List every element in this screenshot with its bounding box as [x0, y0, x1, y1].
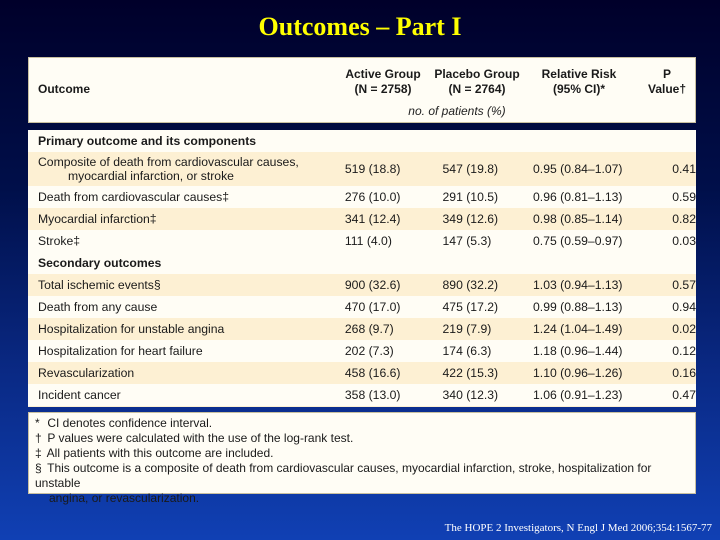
active-count-cell: 358 (13.0) [327, 384, 433, 406]
section-row [28, 252, 696, 274]
table-row [28, 318, 696, 340]
slide-title: Outcomes – Part I [258, 12, 462, 41]
footnote-symbol: § [35, 461, 42, 475]
header-p-value [643, 67, 691, 97]
table-row [28, 340, 696, 362]
footnotes-panel [28, 412, 696, 505]
active-count-cell: 900 (32.6) [327, 274, 433, 296]
outcome-cell [28, 186, 327, 208]
p-value-cell: 0.82 [654, 208, 696, 230]
placebo-count-cell: 422 (15.3) [433, 362, 520, 384]
p-value-cell: 0.16 [654, 362, 696, 384]
header-p-line2: Value† [647, 82, 687, 96]
active-count-cell: 519 (18.8) [327, 152, 433, 186]
outcome-label: Hospitalization for heart failure [38, 344, 203, 358]
table-row [28, 362, 696, 384]
table-row [28, 186, 696, 208]
relative-risk-cell: 1.10 (0.96–1.26) [519, 362, 654, 384]
relative-risk-cell: 1.24 (1.04–1.49) [519, 318, 654, 340]
outcome-cell [28, 340, 327, 362]
table-row [28, 208, 696, 230]
header-placebo-group [431, 67, 523, 97]
outcome-cell [28, 208, 327, 230]
outcomes-table [28, 130, 696, 406]
relative-risk-cell: 1.18 (0.96–1.44) [519, 340, 654, 362]
header-rr-line2: (95% CI)* [552, 82, 605, 96]
active-count-cell: 111 (4.0) [327, 230, 433, 252]
outcome-label: Death from any cause [38, 300, 158, 314]
footnote-2 [35, 431, 353, 446]
footnote-text: All patients with this outcome are included. [46, 446, 274, 460]
p-value-cell: 0.94 [654, 296, 696, 318]
outcome-cell [28, 296, 327, 318]
outcome-cell [28, 274, 327, 296]
footnote-text-continued: angina, or revascularization. [49, 491, 200, 505]
placebo-count-cell: 547 (19.8) [433, 152, 520, 186]
footnote-text: CI denotes confidence interval. [47, 416, 213, 430]
p-value-cell: 0.59 [654, 186, 696, 208]
p-value-cell: 0.47 [654, 384, 696, 406]
placebo-count-cell: 219 (7.9) [433, 318, 520, 340]
active-count-cell: 458 (16.6) [327, 362, 433, 384]
placebo-count-cell: 291 (10.5) [433, 186, 520, 208]
p-value-cell: 0.57 [654, 274, 696, 296]
outcome-cell [28, 230, 327, 252]
footnote-text: P values were calculated with the use of the log-rank test. [47, 431, 354, 445]
footnote-4 [35, 461, 695, 506]
outcome-label-continued: myocardial infarction, or stroke [68, 169, 234, 183]
placebo-count-cell: 349 (12.6) [433, 208, 520, 230]
header-outcome: Outcome [38, 82, 91, 96]
p-value-cell: 0.02 [654, 318, 696, 340]
relative-risk-cell: 1.06 (0.91–1.23) [519, 384, 654, 406]
outcome-label: Myocardial infarction‡ [38, 212, 157, 226]
footnote-symbol: ‡ [35, 446, 42, 460]
header-p-line1: P [662, 67, 671, 81]
table-row [28, 384, 696, 406]
placebo-count-cell: 890 (32.2) [433, 274, 520, 296]
header-rr-line1: Relative Risk [541, 67, 617, 81]
outcome-cell [28, 362, 327, 384]
outcome-label: Total ischemic events§ [38, 278, 161, 292]
footnote-text: This outcome is a composite of death from cardiovascular causes, myocardial infarction, stroke, hospitalization for unstable [35, 461, 652, 490]
header-active-line1: Active Group [345, 67, 421, 81]
outcome-label: Death from cardiovascular causes‡ [38, 190, 230, 204]
outcome-cell [28, 318, 327, 340]
relative-risk-cell: 0.95 (0.84–1.07) [519, 152, 654, 186]
header-relative-risk [534, 67, 624, 97]
footnote-3 [35, 446, 273, 461]
outcome-label: Composite of death from cardiovascular causes, [38, 155, 299, 169]
outcome-label: Revascularization [38, 366, 135, 380]
section-row [28, 130, 696, 152]
outcome-label: Stroke‡ [38, 234, 81, 248]
relative-risk-cell: 0.98 (0.85–1.14) [519, 208, 654, 230]
table-row [28, 230, 696, 252]
active-count-cell: 202 (7.3) [327, 340, 433, 362]
placebo-count-cell: 475 (17.2) [433, 296, 520, 318]
citation: The HOPE 2 Investigators, N Engl J Med 2006;354:1567-77 [444, 522, 712, 534]
p-value-cell: 0.41 [654, 152, 696, 186]
table-row [28, 296, 696, 318]
relative-risk-cell: 0.75 (0.59–0.97) [519, 230, 654, 252]
relative-risk-cell: 0.99 (0.88–1.13) [519, 296, 654, 318]
outcome-label: Incident cancer [38, 388, 121, 402]
header-active-group [339, 67, 427, 97]
footnote-1 [35, 416, 212, 431]
table-body [28, 130, 696, 407]
outcome-label: Hospitalization for unstable angina [38, 322, 225, 336]
p-value-cell: 0.03 [654, 230, 696, 252]
placebo-count-cell: 340 (12.3) [433, 384, 520, 406]
active-count-cell: 268 (9.7) [327, 318, 433, 340]
p-value-cell: 0.12 [654, 340, 696, 362]
section-label: Primary outcome and its components [28, 130, 696, 152]
header-placebo-line2: (N = 2764) [448, 82, 506, 96]
placebo-count-cell: 174 (6.3) [433, 340, 520, 362]
relative-risk-cell: 0.96 (0.81–1.13) [519, 186, 654, 208]
header-active-line2: (N = 2758) [354, 82, 412, 96]
outcome-cell [28, 152, 327, 186]
placebo-count-cell: 147 (5.3) [433, 230, 520, 252]
active-count-cell: 470 (17.0) [327, 296, 433, 318]
header-placebo-line1: Placebo Group [434, 67, 520, 81]
section-label: Secondary outcomes [28, 252, 696, 274]
footnote-symbol: * [35, 416, 40, 430]
table-row [28, 274, 696, 296]
table-header [28, 57, 696, 123]
active-count-cell: 341 (12.4) [327, 208, 433, 230]
outcome-cell [28, 384, 327, 406]
relative-risk-cell: 1.03 (0.94–1.13) [519, 274, 654, 296]
footnote-symbol: † [35, 431, 42, 445]
active-count-cell: 276 (10.0) [327, 186, 433, 208]
header-subheading: no. of patients (%) [408, 104, 506, 118]
table-row [28, 152, 696, 186]
